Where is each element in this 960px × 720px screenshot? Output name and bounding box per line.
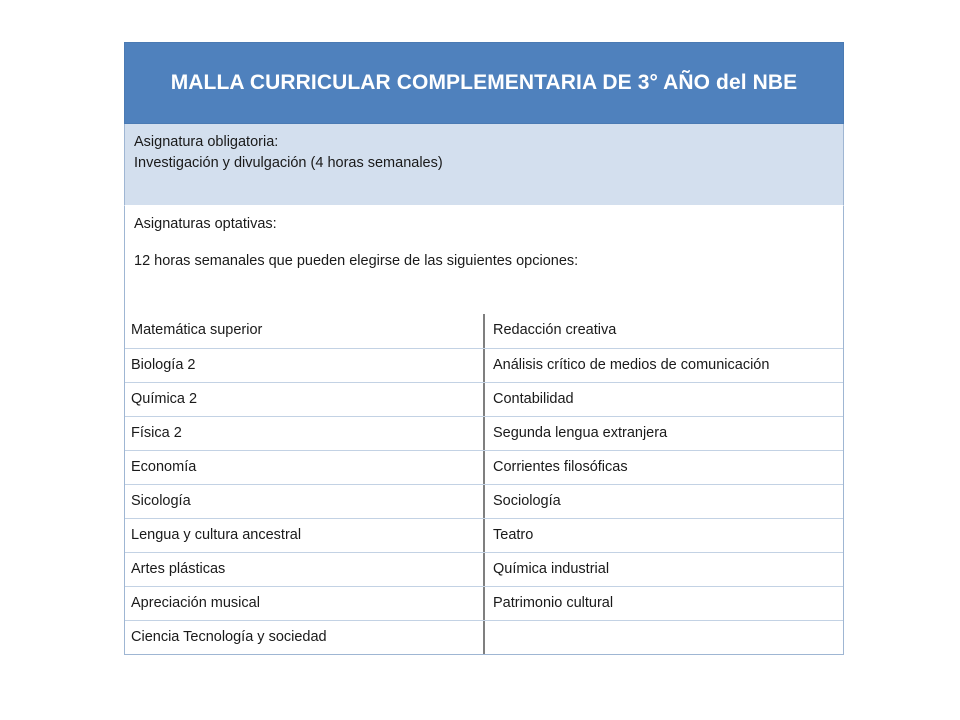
option-cell-right: Redacción creativa	[493, 322, 617, 338]
option-cell-right: Contabilidad	[493, 391, 574, 407]
mandatory-section	[124, 124, 844, 206]
option-cell-right: Análisis crítico de medios de comunicación	[493, 357, 770, 373]
option-cell-left: Ciencia Tecnología y sociedad	[125, 621, 485, 654]
table-row	[125, 518, 843, 552]
table-row	[125, 450, 843, 484]
option-cell-left: Apreciación musical	[125, 587, 485, 620]
option-cell-right: Corrientes filosóficas	[493, 459, 628, 475]
optional-description: 12 horas semanales que pueden elegirse de las siguientes opciones:	[134, 253, 579, 269]
table-row	[125, 620, 843, 654]
option-cell-right: Química industrial	[493, 561, 610, 577]
optional-section	[124, 206, 844, 314]
table-row	[125, 348, 843, 382]
options-grid	[124, 314, 844, 655]
option-cell-right	[485, 621, 843, 654]
table-header	[124, 42, 844, 124]
mandatory-subject: Investigación y divulgación (4 horas semanales)	[134, 155, 443, 171]
table-row	[125, 382, 843, 416]
table-title: MALLA CURRICULAR COMPLEMENTARIA DE 3° AÑO del NBE	[170, 71, 798, 94]
mandatory-label: Asignatura obligatoria:	[134, 134, 279, 150]
table-row	[125, 586, 843, 620]
table-row	[125, 314, 843, 348]
option-cell-right: Segunda lengua extranjera	[493, 425, 668, 441]
option-cell-right: Patrimonio cultural	[493, 595, 614, 611]
option-cell-left: Artes plásticas	[125, 553, 485, 586]
table-row	[125, 552, 843, 586]
table-row	[125, 484, 843, 518]
option-cell-left: Biología 2	[125, 349, 485, 382]
curriculum-table	[124, 42, 844, 655]
option-cell-left: Matemática superior	[125, 314, 485, 348]
option-cell-left: Física 2	[125, 417, 485, 450]
table-row	[125, 416, 843, 450]
option-cell-left: Sicología	[125, 485, 485, 518]
option-cell-right: Sociología	[493, 493, 561, 509]
optional-label: Asignaturas optativas:	[134, 216, 277, 232]
option-cell-right: Teatro	[493, 527, 534, 543]
option-cell-left: Lengua y cultura ancestral	[125, 519, 485, 552]
option-cell-left: Economía	[125, 451, 485, 484]
option-cell-left: Química 2	[125, 383, 485, 416]
